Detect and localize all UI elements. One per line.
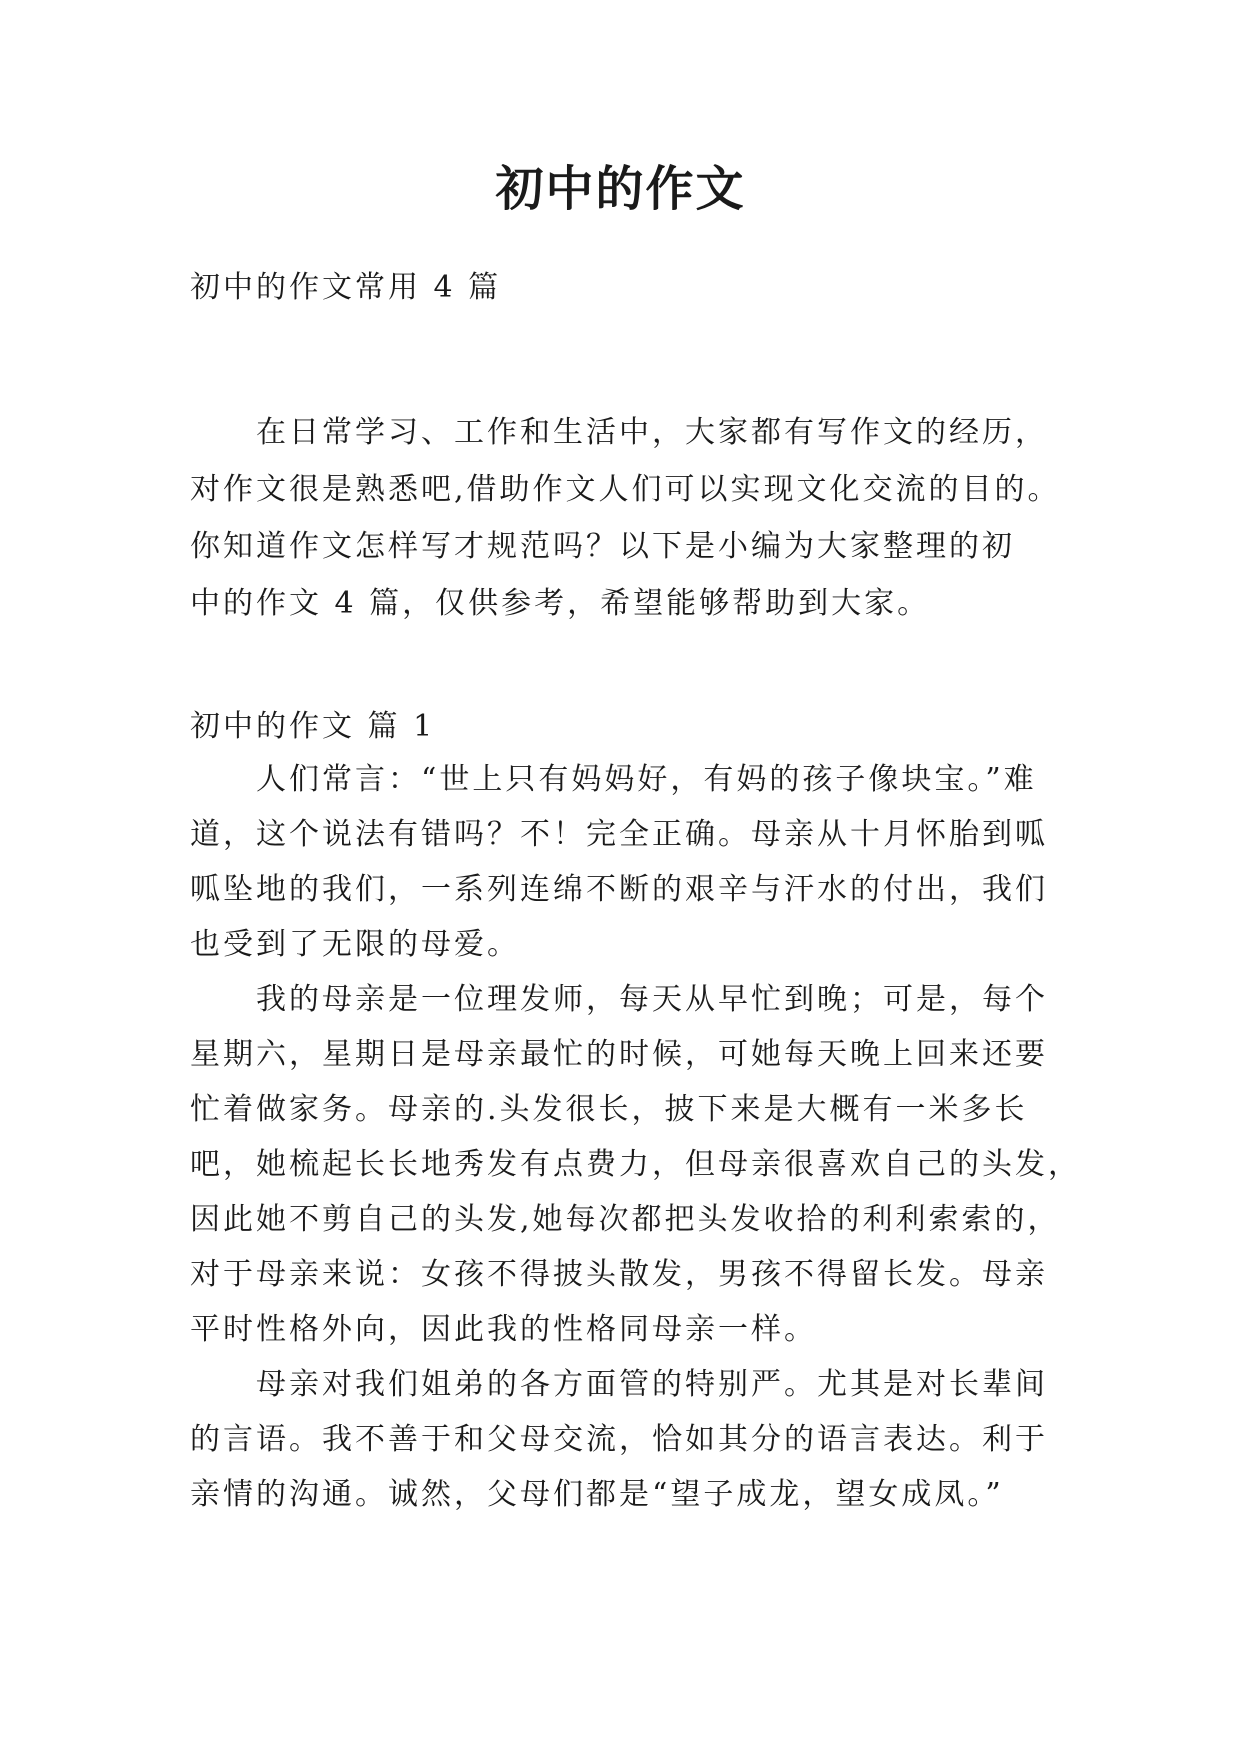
essay-body: [190, 752, 1081, 1522]
body-line: 道，这个说法有错吗？不！完全正确。母亲从十月怀胎到呱: [190, 817, 1048, 852]
intro-line: 你知道作文怎样写才规范吗？以下是小编为大家整理的初: [190, 529, 1015, 564]
body-line: 的言语。我不善于和父母交流，恰如其分的语言表达。利于: [190, 1422, 1048, 1457]
body-line: 星期六，星期日是母亲最忙的时候，可她每天晚上回来还要: [190, 1037, 1048, 1072]
body-line: 人们常言：“世上只有妈妈好，有妈的孩子像块宝。”难: [190, 762, 1037, 797]
intro-line: 中的作文 4 篇，仅供参考，希望能够帮助到大家。: [190, 586, 931, 621]
intro-line: 对作文很是熟悉吧,借助作文人们可以实现文化交流的目的。: [190, 472, 1061, 507]
body-line: 平时性格外向，因此我的性格同母亲一样。: [190, 1312, 817, 1347]
body-line: 也受到了无限的母爱。: [190, 927, 520, 962]
document-title: 初中的作文: [495, 161, 746, 217]
body-line: 吧，她梳起长长地秀发有点费力，但母亲很喜欢自己的头发，: [190, 1147, 1081, 1182]
intro-paragraph: [190, 404, 1060, 632]
body-line: 呱坠地的我们，一系列连绵不断的艰辛与汗水的付出，我们: [190, 872, 1048, 907]
intro-line: 在日常学习、工作和生活中，大家都有写作文的经历，: [190, 415, 1048, 450]
document-subtitle: 初中的作文常用 4 篇: [190, 270, 502, 305]
section-heading: 初中的作文 篇 1: [190, 709, 436, 744]
body-line: 因此她不剪自己的头发,她每次都把头发收拾的利利索索的，: [190, 1202, 1061, 1237]
body-line: 忙着做家务。母亲的.头发很长，披下来是大概有一米多长: [190, 1092, 1028, 1127]
body-line: 我的母亲是一位理发师，每天从早忙到晚；可是，每个: [190, 982, 1048, 1017]
body-line: 亲情的沟通。诚然，父母们都是“望子成龙，望女成凤。”: [190, 1477, 1004, 1512]
body-line: 母亲对我们姐弟的各方面管的特别严。尤其是对长辈间: [190, 1367, 1048, 1402]
body-line: 对于母亲来说：女孩不得披头散发，男孩不得留长发。母亲: [190, 1257, 1048, 1292]
